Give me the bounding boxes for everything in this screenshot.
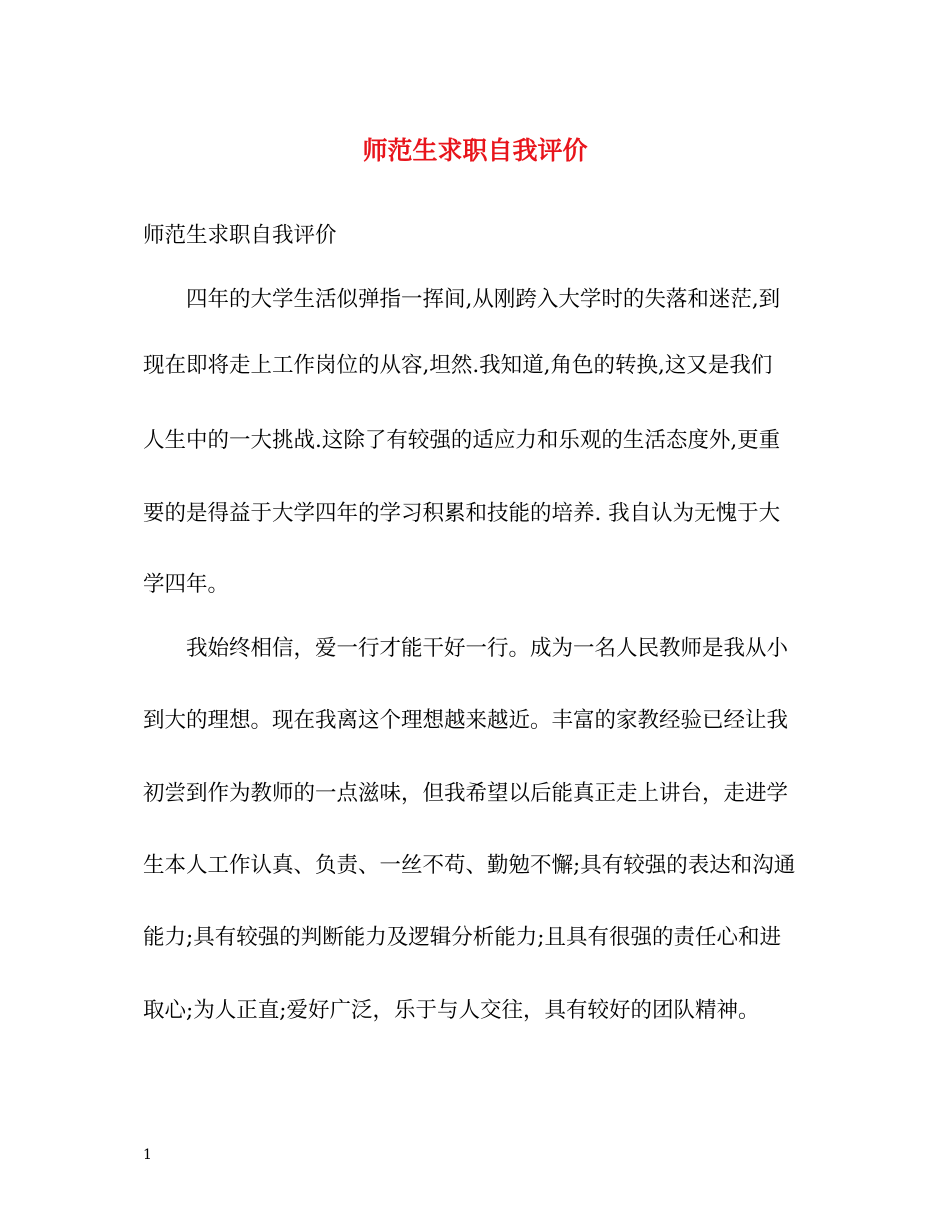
paragraph-1-line: 四年的大学生活似弹指一挥间,从刚跨入大学时的失落和迷茫,到 <box>186 287 781 312</box>
paragraph-1-line: 现在即将走上工作岗位的从容,坦然.我知道,角色的转换,这又是我们 <box>143 353 773 378</box>
paragraph-2-line: 到大的理想。现在我离这个理想越来越近。丰富的家教经验已经让我 <box>143 708 789 733</box>
paragraph-1-line: 学四年。 <box>143 572 230 597</box>
paragraph-2-line: 能力;具有较强的判断能力及逻辑分析能力;且具有很强的责任心和进 <box>143 925 781 950</box>
document-subtitle: 师范生求职自我评价 <box>143 223 337 248</box>
paragraph-1-line: 人生中的一大挑战.这除了有较强的适应力和乐观的生活态度外,更重 <box>143 428 781 453</box>
paragraph-2-line: 取心;为人正直;爱好广泛，乐于与人交往，具有较好的团队精神。 <box>143 998 760 1023</box>
paragraph-2-line: 我始终相信，爱一行才能干好一行。成为一名人民教师是我从小 <box>186 636 789 661</box>
document-title: 师范生求职自我评价 <box>362 136 588 165</box>
paragraph-1-line: 要的是得益于大学四年的学习积累和技能的培养. 我自认为无愧于大 <box>143 501 781 526</box>
paragraph-2-line: 初尝到作为教师的一点滋味，但我希望以后能真正走上讲台，走进学 <box>143 781 789 806</box>
page-number: 1 <box>143 1147 152 1163</box>
paragraph-2-line: 生本人工作认真、负责、一丝不苟、勤勉不懈;具有较强的表达和沟通 <box>143 853 796 878</box>
